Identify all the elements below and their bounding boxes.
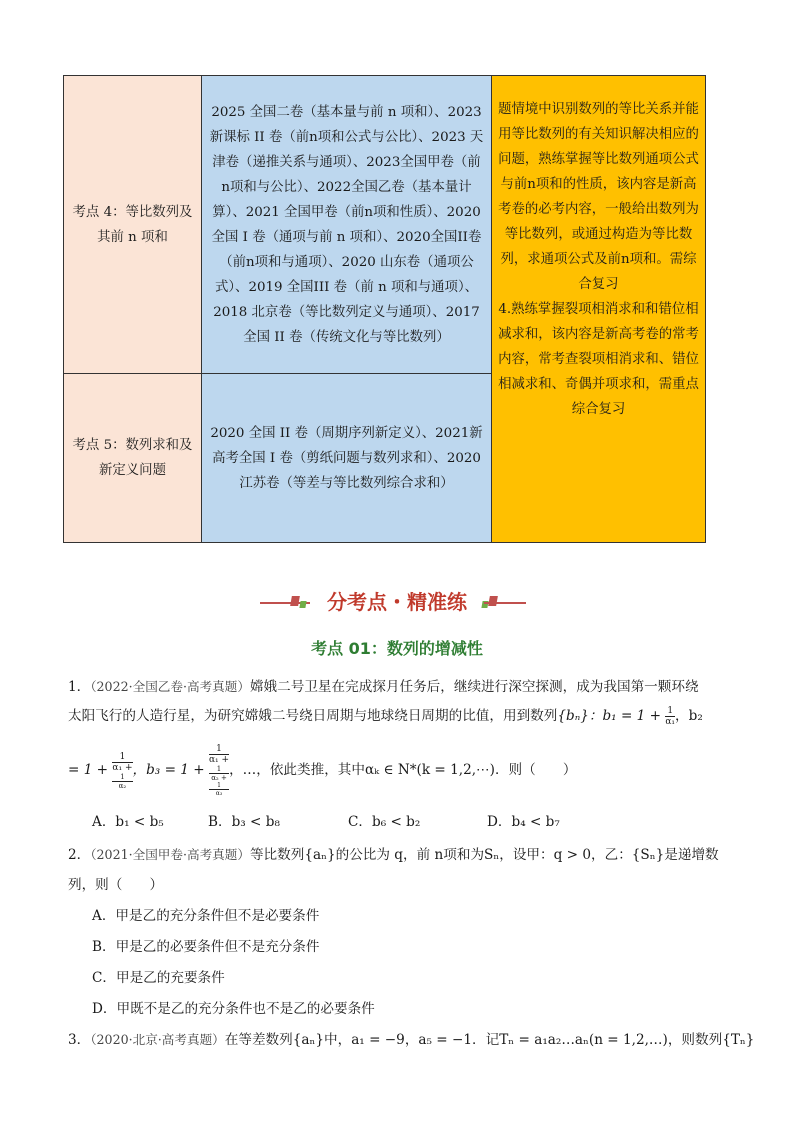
question-number: 3． — [68, 1032, 91, 1048]
option-a[interactable]: A．b₁ < b₅ — [92, 814, 164, 830]
formula: ，b₂ — [675, 708, 703, 724]
question-2-line-2: 列，则（ ） — [68, 877, 164, 893]
section-header — [0, 585, 794, 615]
papers-cell — [202, 374, 492, 543]
question-number: 1． — [68, 679, 91, 695]
question-source: （2021·全国甲卷·高考真题） — [90, 847, 250, 862]
question-1-line-1 — [68, 675, 728, 695]
question-3-line-1 — [68, 1028, 755, 1048]
fraction: 1 α₁ + 1 α₂ — [112, 751, 133, 790]
question-1-line-2 — [68, 704, 728, 727]
fraction: 1 α₁ + 1 α₂ + 1 α₃ — [208, 744, 230, 797]
question-source: （2022·全国乙卷·高考真题） — [90, 679, 250, 694]
divider-right — [484, 602, 526, 604]
formula: {bₙ}：b₁ = 1 + — [557, 708, 662, 724]
option-b[interactable]: B．甲是乙的必要条件但不是充分条件 — [92, 939, 320, 955]
question-1-line-3 — [68, 744, 728, 797]
formula: ，b₃ = 1 + — [132, 762, 205, 778]
question-2-line-1 — [68, 843, 728, 863]
papers-text: 2025 全国二卷（基本量与前 n 项和）、2023新课标 II 卷（前n项和公式与公比）、2023 天津卷（递推关系与通项）、2023全国甲卷（前n项和与公比）、2022全国乙卷（基本量计算）、2021 全国甲卷（前n项和性质）、2020 全国 I 卷（通项与前 n 项和）、2020全国II卷（前n项和与通项）、2020 山东卷（通项公式）、2019 全国III 卷（前 n 项和与通项）、2018 北京卷（等比数列定义与通项）、2017 全国 II 卷（传统文化与等比数列） — [209, 104, 484, 345]
question-number: 2． — [68, 847, 91, 863]
question-text: 在等差数列{aₙ}中，a₁ = −9，a₅ = −1．记Tₙ = a₁a₂…aₙ(n = 1,2,…)，则数列{Tₙ} — [224, 1032, 755, 1048]
question-text: 太阳飞行的人造行星，为研究嫦娥二号绕日周期与地球绕日周期的比值，用到数列 — [68, 708, 558, 724]
topic-label: 考点 4：等比数列及其前 n 项和 — [72, 204, 193, 245]
papers-cell — [202, 76, 492, 374]
topic-cell — [64, 76, 202, 374]
topic-label: 考点 5：数列求和及新定义问题 — [72, 438, 193, 478]
advice-text-2: 4.熟练掌握裂项相消求和和错位相减求和，该内容是新高考卷的常考内容，常考查裂项相消求和、错位相减求和、奇偶并项求和，需重点综合复习 — [498, 301, 699, 417]
option-b[interactable]: B．b₃ < b₈ — [208, 814, 280, 830]
fraction: $\frac{1}{\text{α₁}}$ — [665, 706, 676, 727]
option-c[interactable]: C．甲是乙的充要条件 — [92, 970, 225, 986]
question-text: ，…，依此类推，其中αₖ ∈ N*(k = 1,2,⋯)．则（ ） — [229, 762, 577, 778]
exam-topic-table — [63, 75, 706, 543]
advice-cell — [492, 76, 706, 543]
advice-text-1: 题情境中识别数列的等比关系并能用等比数列的有关知识解决相应的问题，熟练掌握等比数列通项公式与前n项和的性质，该内容是新高考卷的必考内容，一般给出数列为等比数列，或通过构造为等比数列，求通项公式及前n项和。需综合复习 — [498, 101, 699, 292]
question-source: （2020·北京·高考真题） — [90, 1032, 225, 1047]
section-title: 分考点・精准练 — [327, 590, 467, 614]
question-text: 嫦娥二号卫星在完成探月任务后，继续进行深空探测，成为我国第一颗环绕 — [249, 679, 699, 695]
formula: = 1 + — [68, 762, 109, 778]
topic-cell — [64, 374, 202, 543]
option-a[interactable]: A．甲是乙的充分条件但不是必要条件 — [92, 908, 320, 924]
option-d[interactable]: D．甲既不是乙的充分条件也不是乙的必要条件 — [92, 1001, 375, 1017]
question-text: 等比数列{aₙ}的公比为 q，前 n项和为Sₙ，设甲：q > 0，乙：{Sₙ}是递增数 — [249, 847, 719, 863]
option-c[interactable]: C．b₆ < b₂ — [348, 814, 421, 830]
option-d[interactable]: D．b₄ < b₇ — [487, 814, 560, 830]
papers-text: 2020 全国 II 卷（周期序列新定义）、2021新高考全国 I 卷（剪纸问题与数列求和）、2020 江苏卷（等差与等比数列综合求和） — [210, 425, 483, 491]
topic-title: 考点 01：数列的增减性 — [311, 639, 483, 658]
